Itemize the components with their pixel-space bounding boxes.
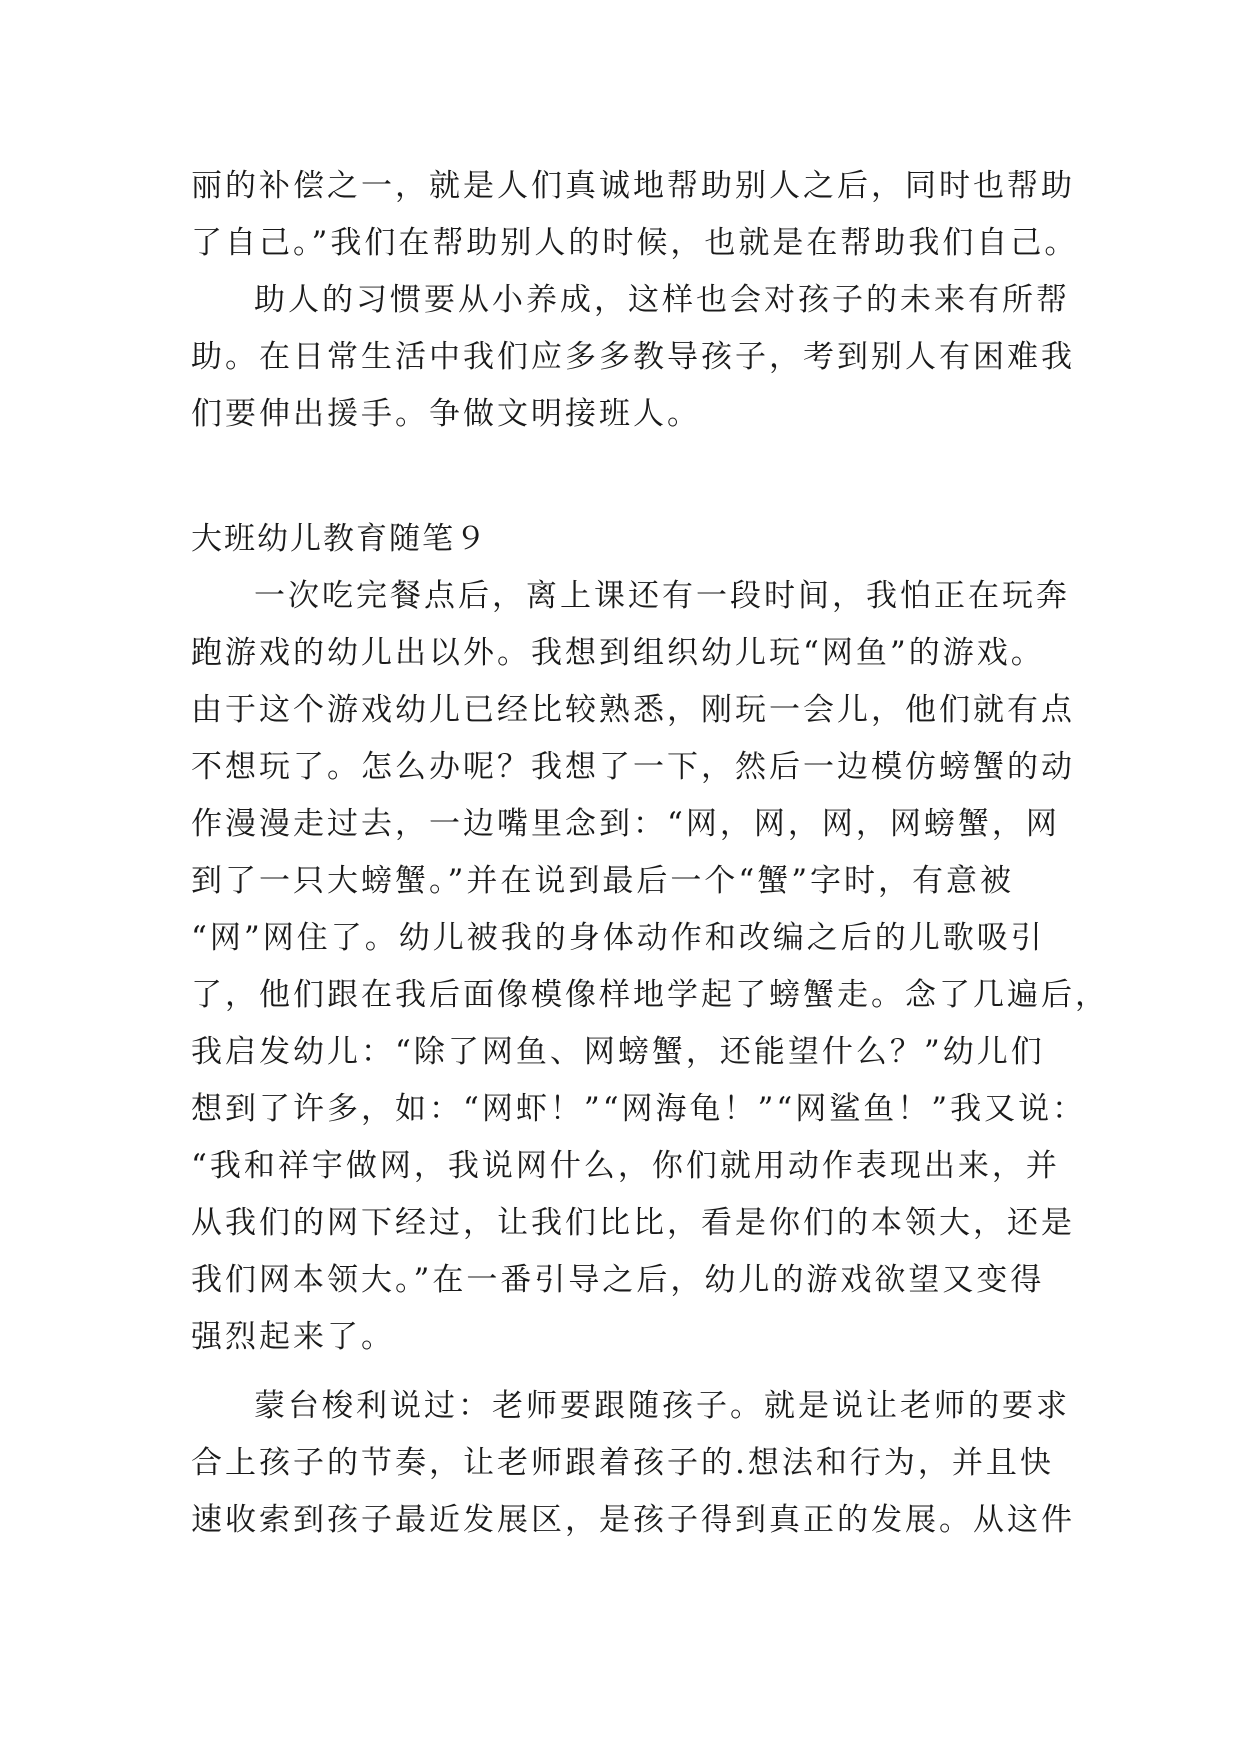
paragraph-3-line-12: 从我们的网下经过，让我们比比，看是你们的本领大，还是 <box>191 1205 1075 1241</box>
paragraph-4-line-1: 蒙台梭利说过：老师要跟随孩子。就是说让老师的要求 <box>254 1388 1070 1424</box>
section-title: 大班幼儿教育随笔９ <box>191 521 488 557</box>
paragraph-3-line-11: “我和祥宇做网，我说网什么，你们就用动作表现出来，并 <box>191 1148 1060 1184</box>
paragraph-3-line-4: 不想玩了。怎么办呢？我想了一下，然后一边模仿螃蟹的动 <box>191 749 1075 785</box>
paragraph-3-line-3: 由于这个游戏幼儿已经比较熟悉，刚玩一会儿，他们就有点 <box>191 692 1075 728</box>
paragraph-3-line-7: “网”网住了。幼儿被我的身体动作和改编之后的儿歌吸引 <box>191 920 1045 956</box>
paragraph-1-line-2: 了自己。”我们在帮助别人的时候，也就是在帮助我们自己。 <box>191 225 1079 261</box>
paragraph-3-line-8: 了，他们跟在我后面像模像样地学起了螃蟹走。念了几遍后， <box>191 977 1109 1013</box>
paragraph-3-line-5: 作漫漫走过去，一边嘴里念到：“网，网，网，网螃蟹，网 <box>191 806 1060 842</box>
paragraph-3-line-1: 一次吃完餐点后，离上课还有一段时间，我怕正在玩奔 <box>254 578 1070 614</box>
paragraph-1-line-1: 丽的补偿之一，就是人们真诚地帮助别人之后，同时也帮助 <box>191 168 1075 204</box>
paragraph-3-line-14: 强烈起来了。 <box>191 1319 395 1355</box>
paragraph-2-line-1: 助人的习惯要从小养成，这样也会对孩子的未来有所帮 <box>254 282 1070 318</box>
paragraph-3-line-10: 想到了许多，如：“网虾！”“网海龟！”“网鲨鱼！”我又说： <box>191 1091 1087 1127</box>
paragraph-4-line-3: 速收索到孩子最近发展区，是孩子得到真正的发展。从这件 <box>191 1502 1075 1538</box>
paragraph-3-line-13: 我们网本领大。”在一番引导之后，幼儿的游戏欲望又变得 <box>191 1262 1045 1298</box>
paragraph-4-line-2: 合上孩子的节奏，让老师跟着孩子的.想法和行为，并且快 <box>191 1445 1054 1481</box>
paragraph-2-line-3: 们要伸出援手。争做文明接班人。 <box>191 396 701 432</box>
paragraph-2-line-2: 助。在日常生活中我们应多多教导孩子，考到别人有困难我 <box>191 339 1075 375</box>
paragraph-3-line-9: 我启发幼儿：“除了网鱼、网螃蟹，还能望什么？”幼儿们 <box>191 1034 1045 1070</box>
paragraph-3-line-6: 到了一只大螃蟹。”并在说到最后一个“蟹”字时，有意被 <box>191 863 1015 899</box>
paragraph-3-line-2: 跑游戏的幼儿出以外。我想到组织幼儿玩“网鱼”的游戏。 <box>191 635 1045 671</box>
